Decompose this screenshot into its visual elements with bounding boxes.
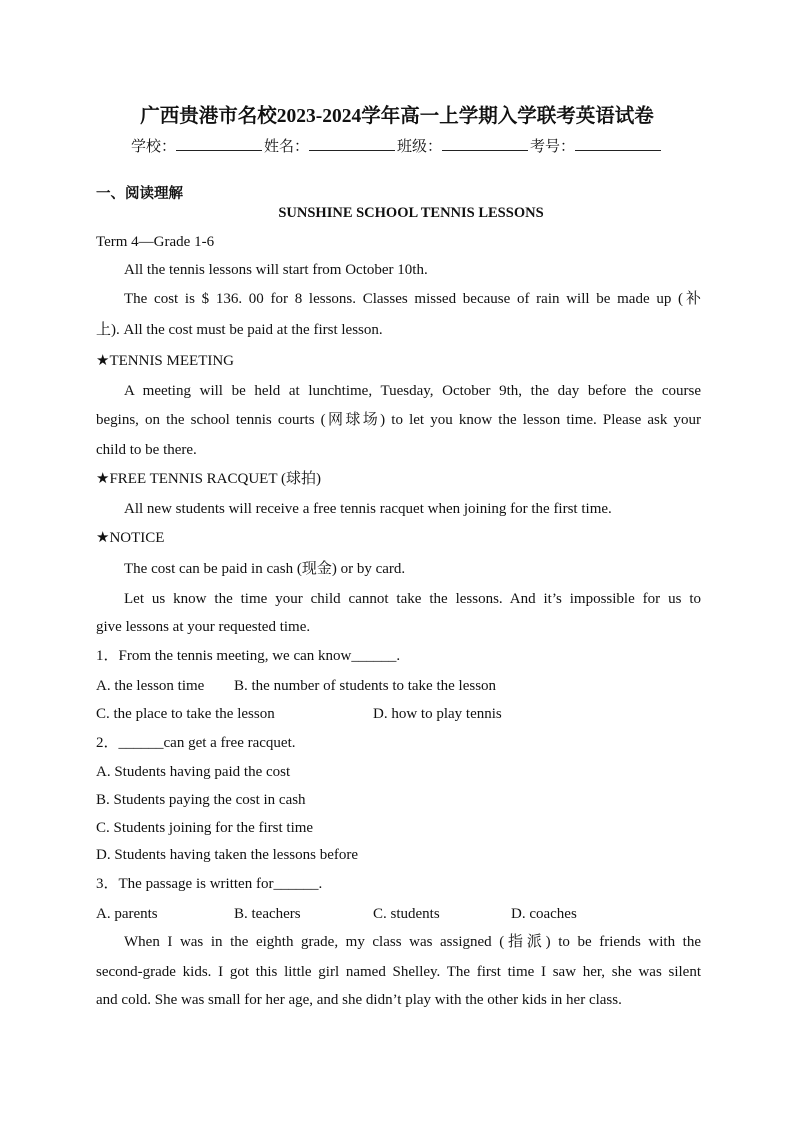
- passage-title: SUNSHINE SCHOOL TENNIS LESSONS: [278, 205, 544, 221]
- question-3-option-a[interactable]: A. parents: [96, 906, 158, 922]
- notice-time-paragraph-line-2: give lessons at your requested time.: [96, 619, 311, 635]
- racquet-heading: ★FREE TENNIS RACQUET (球拍): [96, 471, 321, 487]
- meeting-paragraph-line-2: begins, on the school tennis courts (网球场) to let you know the lesson time. Please ask your: [96, 412, 701, 428]
- meeting-heading: ★TENNIS MEETING: [96, 353, 235, 369]
- exam-no-label: 考号：: [530, 137, 576, 155]
- question-2-option-a[interactable]: A. Students having paid the cost: [96, 764, 291, 780]
- school-label: 学校：: [130, 137, 176, 155]
- term-line: Term 4—Grade 1-6: [96, 234, 215, 250]
- question-3-option-b[interactable]: B. teachers: [234, 906, 301, 922]
- passage-2-line-3: and cold. She was small for her age, and she didn’t play with the other kids in her class.: [96, 992, 622, 1008]
- question-3-option-c[interactable]: C. students: [373, 906, 440, 922]
- exam-title: [0, 100, 794, 128]
- name-blank[interactable]: [309, 138, 395, 151]
- question-1-option-c[interactable]: C. the place to take the lesson: [96, 706, 275, 722]
- notice-time-paragraph-line-1: Let us know the time your child cannot take the lessons. And it’s impossible for us to: [124, 591, 701, 607]
- start-date-paragraph: All the tennis lessons will start from October 10th.: [124, 262, 428, 278]
- question-1-option-a[interactable]: A. the lesson time: [96, 678, 205, 694]
- passage-2-line-1: When I was in the eighth grade, my class was assigned (指派) to be friends with the: [124, 934, 701, 950]
- notice-payment-paragraph: The cost can be paid in cash (现金) or by card.: [124, 561, 406, 577]
- question-2-option-c[interactable]: C. Students joining for the first time: [96, 820, 314, 836]
- class-blank[interactable]: [442, 138, 528, 151]
- question-1-stem: 1．From the tennis meeting, we can know______.: [96, 648, 401, 664]
- class-label: 班级：: [397, 137, 443, 155]
- meeting-paragraph-line-3: child to be there.: [96, 442, 197, 458]
- question-2-option-b[interactable]: B. Students paying the cost in cash: [96, 792, 306, 808]
- question-1-option-d[interactable]: D. how to play tennis: [373, 706, 502, 722]
- question-2-stem: 2．______can get a free racquet.: [96, 735, 296, 751]
- name-label: 姓名：: [263, 137, 309, 155]
- cost-paragraph-line-1: The cost is $ 136. 00 for 8 lessons. Classes missed because of rain will be made up (补: [124, 291, 701, 307]
- section-heading: 一、阅读理解: [96, 186, 183, 202]
- cost-paragraph-line-2: 上). All the cost must be paid at the first lesson.: [96, 322, 383, 338]
- question-1-option-b[interactable]: B. the number of students to take the lesson: [234, 678, 497, 694]
- exam-no-blank[interactable]: [575, 138, 661, 151]
- title-years: 2023-2024: [276, 106, 362, 127]
- school-blank[interactable]: [176, 138, 262, 151]
- question-3-stem: 3．The passage is written for______.: [96, 876, 323, 892]
- title-suffix: 学年高一上学期入学联考英语试卷: [361, 104, 654, 127]
- meeting-paragraph-line-1: A meeting will be held at lunchtime, Tuesday, October 9th, the day before the course: [124, 383, 701, 399]
- notice-heading: ★NOTICE: [96, 530, 165, 546]
- racquet-paragraph: All new students will receive a free tennis racquet when joining for the first time.: [124, 501, 612, 517]
- question-2-option-d[interactable]: D. Students having taken the lessons before: [96, 847, 359, 863]
- student-info-line: [0, 135, 794, 156]
- question-3-option-d[interactable]: D. coaches: [511, 906, 577, 922]
- title-prefix: 广西贵港市名校: [140, 104, 277, 127]
- passage-2-line-2: second-grade kids. I got this little girl named Shelley. The first time I saw her, she was silent: [96, 964, 701, 980]
